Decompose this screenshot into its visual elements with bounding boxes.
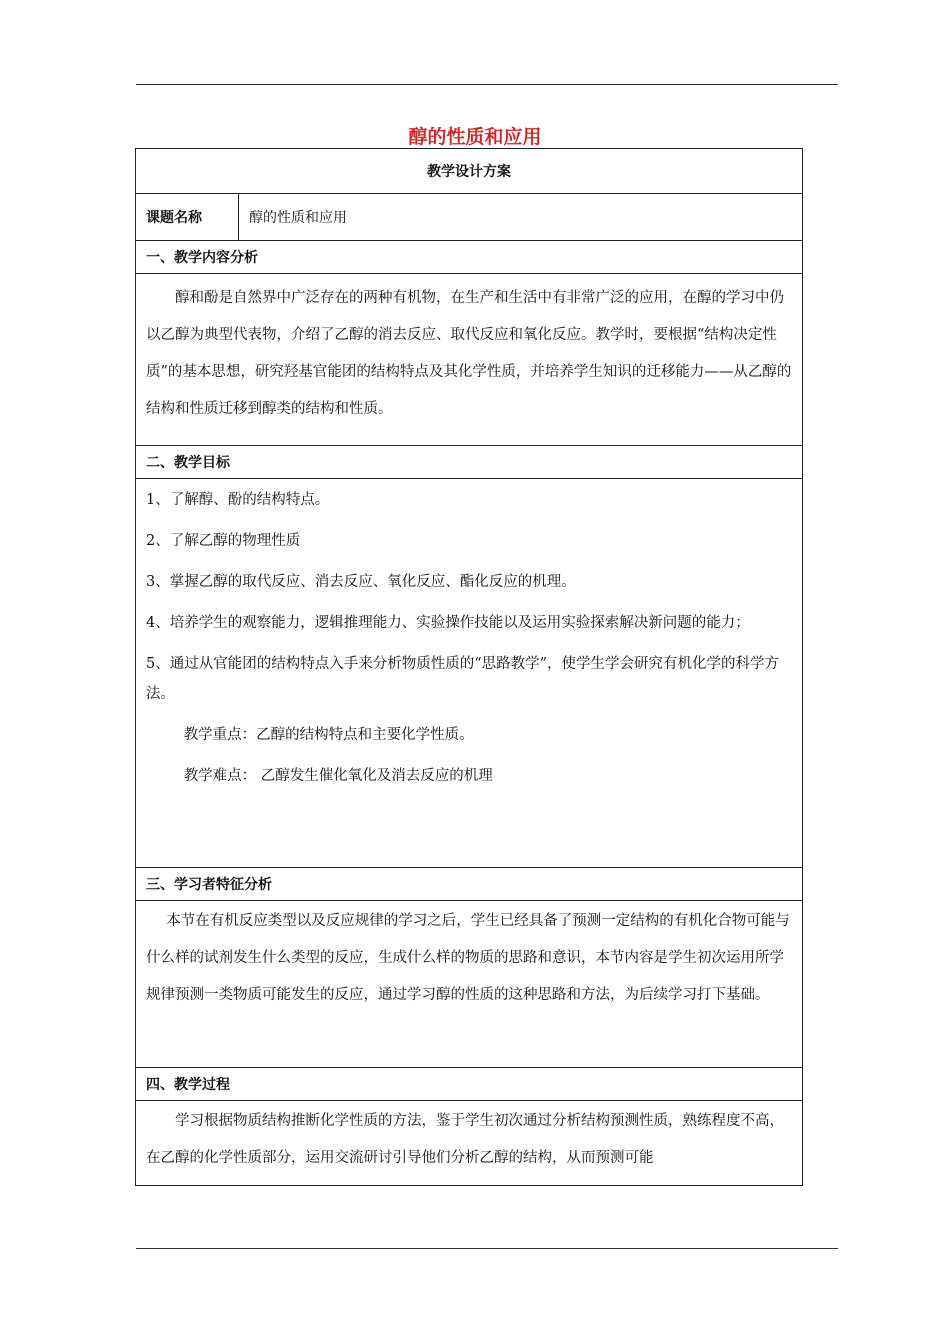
learner-analysis-paragraph: 本节在有机反应类型以及反应规律的学习之后，学生已经具备了预测一定结构的有机化合物可能与什么样的试剂发生什么类型的反应，生成什么样的物质的思路和意识，本节内容是学生初次运用所学规律预测一类物质可能发生的反应，通过学习醇的性质的这种思路和方法，为后续学习打下基础。 <box>146 913 790 1003</box>
lesson-plan-table <box>135 148 803 1186</box>
section-body-learner-analysis <box>136 901 803 1068</box>
key-point: 教学重点：乙醇的结构特点和主要化学性质。 <box>183 727 474 743</box>
goal-item: 4、培养学生的观察能力，逻辑推理能力、实验操作技能以及运用实验探索解决新问题的能力； <box>146 615 750 631</box>
section-body-process <box>136 1101 803 1186</box>
section-heading-goals: 二、教学目标 <box>136 446 803 479</box>
difficulty-point: 教学难点： 乙醇发生催化氧化及消去反应的机理 <box>183 768 493 784</box>
footer-rule <box>136 1248 838 1249</box>
section-heading-learner-analysis: 三、学习者特征分析 <box>136 868 803 901</box>
goal-item: 2、了解乙醇的物理性质 <box>146 533 301 549</box>
section-heading-process: 四、教学过程 <box>136 1068 803 1101</box>
header-rule <box>136 84 838 85</box>
section-body-goals <box>136 479 803 868</box>
content-analysis-paragraph: 醇和酚是自然界中广泛存在的两种有机物，在生产和生活中有非常广泛的应用，在醇的学习中仍以乙醇为典型代表物，介绍了乙醇的消去反应、取代反应和氧化反应。教学时，要根据“结构决定性质”的基本思想，研究羟基官能团的结构特点及其化学性质，并培养学生知识的迁移能力——从乙醇的结构和性质迁移到醇类的结构和性质。 <box>146 290 792 417</box>
section-heading-content-analysis: 一、教学内容分析 <box>136 241 803 274</box>
goal-item: 5、通过从官能团的结构特点入手来分析物质性质的“思路教学”，使学生学会研究有机化学的科学方法。 <box>146 656 780 702</box>
goal-item: 1、了解醇、酚的结构特点。 <box>146 492 330 508</box>
process-paragraph: 学习根据物质结构推断化学性质的方法，鉴于学生初次通过分析结构预测性质，熟练程度不高，在乙醇的化学性质部分，运用交流研讨引导他们分析乙醇的结构，从而预测可能 <box>146 1113 784 1166</box>
topic-label: 课题名称 <box>136 194 239 241</box>
table-caption: 教学设计方案 <box>136 149 803 194</box>
goal-item: 3、掌握乙醇的取代反应、消去反应、氧化反应、酯化反应的机理。 <box>146 574 576 590</box>
topic-value: 醇的性质和应用 <box>239 194 803 241</box>
page-title: 醇的性质和应用 <box>408 126 542 148</box>
section-body-content-analysis <box>136 274 803 446</box>
